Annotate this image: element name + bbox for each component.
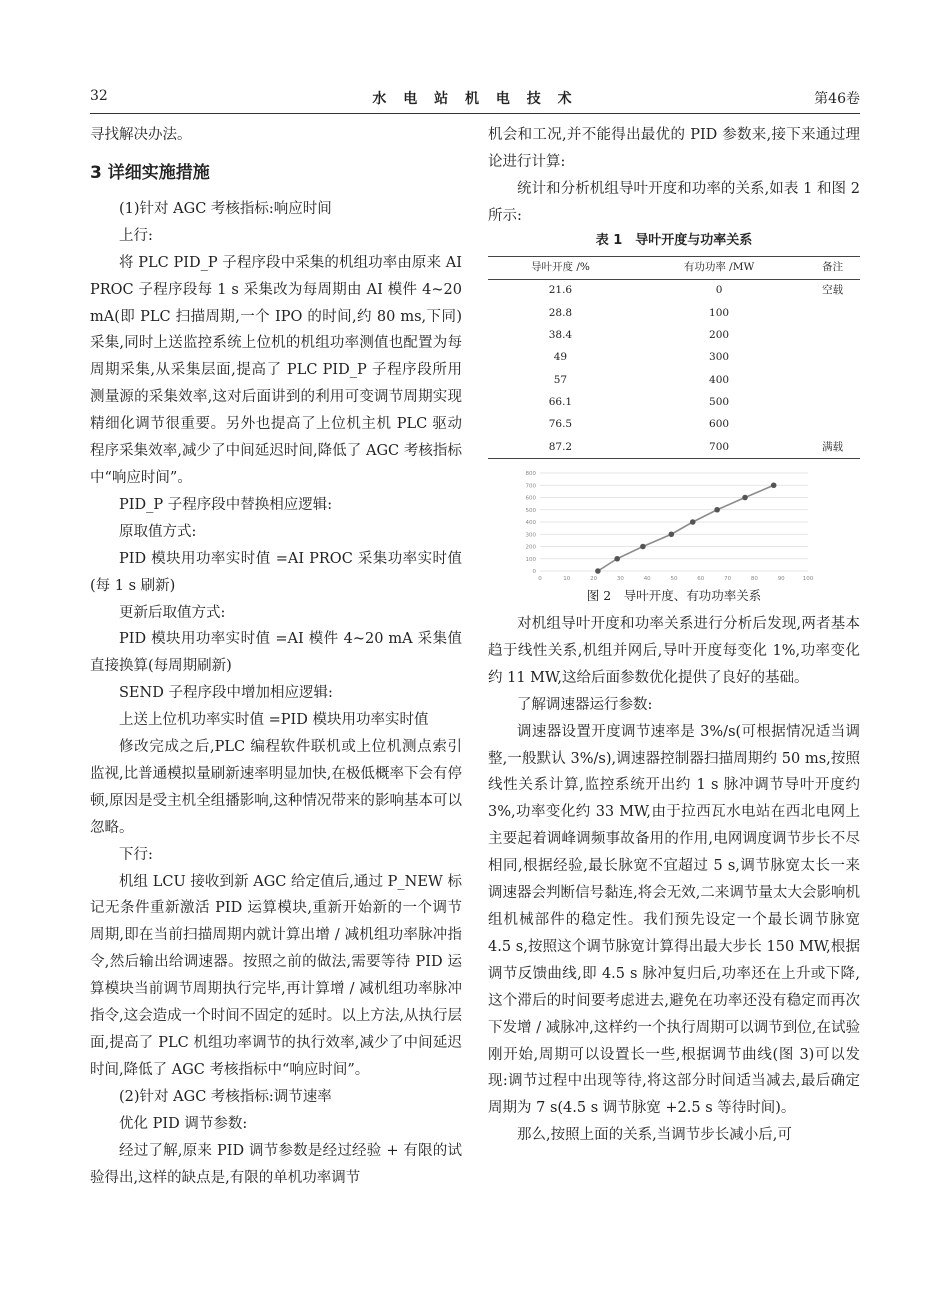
paragraph: 原取值方式: — [119, 523, 197, 540]
figure-caption: 图 2 导叶开度、有功功率关系 — [586, 588, 762, 603]
paragraph: 修改完成之后,PLC 编程软件联机或上位机测点索引监视,比普通模拟量刷新速率明显加快,在极低概率下会有停顿,原因是受主机全组播影响,这种情况带来的影响基本可以忽略。 — [90, 739, 462, 836]
chart-y-tick-label: 200 — [525, 544, 536, 551]
chart-y-tick-label: 600 — [525, 495, 536, 502]
chart-y-tick-label: 300 — [525, 532, 536, 539]
chart-y-tick-label: 100 — [525, 556, 536, 563]
paragraph: PID_P 子程序段中替换相应逻辑: — [119, 496, 333, 513]
data-table — [488, 256, 860, 459]
table-cell: 满载 — [805, 436, 860, 459]
chart-y-tick-label: 400 — [525, 520, 536, 526]
table-cell: 38.4 — [548, 329, 573, 342]
page-number: 32 — [90, 88, 108, 104]
table-cell: 空载 — [822, 284, 844, 297]
table-row — [488, 413, 860, 435]
table-header-row — [488, 256, 860, 279]
table-caption: 表 1 导叶开度与功率关系 — [595, 232, 753, 248]
table-cell: 500 — [709, 395, 730, 408]
table-cell — [805, 391, 860, 413]
chart-y-tick-label: 500 — [525, 507, 536, 514]
chart-x-tick-label: 20 — [590, 576, 598, 582]
chart-data-point — [640, 544, 646, 550]
paragraph: (1)针对 AGC 考核指标:响应时间 — [119, 200, 332, 217]
table-cell — [805, 302, 860, 324]
chart-y-tick-label: 800 — [525, 471, 536, 477]
chart-data-point — [771, 482, 777, 488]
paragraph: 调速器设置开度调节速率是 3%/s(可根据情况适当调整,一般默认 3%/s),调速器控制器扫描周期约 50 ms,按照线性关系计算,监控系统开出约 1 s 脉冲调节导叶开度约 3%,功率变化约 33 MW,由于拉西瓦水电站在西北电网上主要起着调峰调频事故备用的作用,电网调度调节步长不尽相同,根据经验,最长脉宽不宜超过 5 s,调节脉宽太长一来调速器会判断信号黏连,将会无效,二来调节量太大会影响机组机械部件的稳定性。我们预先设定一个最长调节脉宽 4.5 s,按照这个调节脉宽计算得出最大步长 150 MW,根据调节反馈曲线,即 4.5 s 脉冲复归后,功率还在上升或下降,这个滞后的时间要考虑进去,避免在功率还没有稳定而再次下发增 / 减脉冲,这样约一个执行周期可以调节到位,在试验刚开始,周期可以设置长一些,根据调节曲线(图 3)可以发现:调节过程中出现等待,将这部分时间适当减去,最后确定周期为 7 s(4.5 s 调节脉宽 +2.5 s 等待时间)。 — [488, 723, 860, 1117]
running-header — [90, 88, 860, 112]
table-cell — [805, 369, 860, 391]
paragraph: PID 模块用功率实时值 =AI PROC 采集功率实时值(每 1 s 刷新) — [90, 550, 462, 594]
left-column — [90, 122, 462, 1191]
table-row — [488, 302, 860, 324]
paragraph: 对机组导叶开度和功率关系进行分析后发现,两者基本趋于线性关系,机组并网后,导叶开度每变化 1%,功率变化约 11 MW,这给后面参数优化提供了良好的基础。 — [488, 616, 860, 686]
paragraph: SEND 子程序段中增加相应逻辑: — [119, 685, 333, 702]
chart-x-tick-label: 10 — [563, 576, 571, 582]
chart-x-tick-label: 40 — [643, 576, 651, 582]
paragraph: 上行: — [119, 227, 153, 244]
paragraph: 机会和工况,并不能得出最优的 PID 参数来,接下来通过理论进行计算: — [488, 127, 860, 170]
table-cell: 76.5 — [548, 418, 573, 431]
table-cell: 600 — [709, 418, 730, 431]
table-cell: 66.1 — [548, 395, 573, 408]
column-header: 备注 — [805, 256, 860, 279]
paragraph: 寻找解决办法。 — [90, 127, 192, 143]
opening-power-chart — [518, 467, 818, 585]
paragraph: 了解调速器运行参数: — [517, 696, 653, 713]
paragraph: PID 模块用功率实时值 =AI 模件 4~20 mA 采集值直接换算(每周期刷新) — [90, 631, 462, 675]
paragraph: (2)针对 AGC 考核指标:调节速率 — [119, 1088, 332, 1105]
chart-x-tick-label: 30 — [616, 576, 624, 582]
paragraph: 那么,按照上面的关系,当调节步长减小后,可 — [517, 1127, 792, 1144]
paragraph: 更新后取值方式: — [119, 604, 226, 621]
chart-x-tick-label: 100 — [802, 576, 814, 582]
chart-x-tick-label: 50 — [670, 576, 678, 582]
table-cell: 100 — [709, 306, 730, 319]
paragraph: 下行: — [119, 846, 153, 863]
table-row — [488, 369, 860, 391]
table-cell: 21.6 — [548, 284, 573, 297]
table-cell: 200 — [709, 329, 730, 342]
paragraph: 将 PLC PID_P 子程序段中采集的机组功率由原来 AI PROC 子程序段每 1 s 采集改为每周期由 AI 模件 4~20 mA(即 PLC 扫描周期,一个 IPO 的时间,约 80 ms,下同)采集,同时上送监控系统上位机的机组功率测值也配置为每周期采集,从采集层面,提高了 PLC PID_P 子程序段所用测量源的采集效率,这对后面讲到的利用可变调节周期实现精细化调节很重要。另外也提高了上位机主机 PLC 驱动程序采集效率,减少了中间延迟时间,降低了 AGC 考核指标中“响应时间”。 — [90, 254, 462, 486]
volume-label: 第46卷 — [814, 91, 860, 107]
chart-x-tick-label: 70 — [724, 576, 732, 582]
table-row — [488, 324, 860, 346]
chart-y-tick-label: 700 — [525, 483, 536, 490]
paragraph: 优化 PID 调节参数: — [119, 1115, 248, 1132]
table-row — [488, 279, 860, 302]
table-cell — [805, 413, 860, 435]
column-header: 有功功率 /MW — [633, 256, 805, 279]
table-cell: 400 — [709, 373, 730, 386]
table-cell: 49 — [553, 351, 568, 364]
table-row — [488, 391, 860, 413]
table-cell: 300 — [709, 351, 730, 364]
chart-data-point — [742, 495, 748, 501]
chart-y-tick-label: 0 — [532, 569, 536, 575]
column-header: 导叶开度 /% — [488, 256, 633, 279]
chart-data-point — [714, 507, 720, 513]
table-cell — [805, 347, 860, 369]
header-rule — [90, 113, 860, 114]
chart-x-tick-label: 60 — [697, 576, 705, 582]
chart-x-tick-label: 0 — [538, 576, 542, 582]
paragraph: 机组 LCU 接收到新 AGC 给定值后,通过 P_NEW 标记无条件重新激活 PID 运算模块,重新开始新的一个调节周期,即在当前扫描周期内就计算出增 / 减机组功率脉冲指令,然后输出给调速器。按照之前的做法,需要等待 PID 运算模块当前调节周期执行完毕,再计算增 / 减机组功率脉冲指令,这会造成一个时间不固定的延时。以上方法,从执行层面,提高了 PLC 机组功率调节的执行效率,减少了中间延迟时间,降低了 AGC 考核指标中“响应时间”。 — [90, 873, 462, 1078]
table-cell: 28.8 — [548, 306, 573, 319]
table-cell — [805, 324, 860, 346]
chart-data-point — [595, 568, 601, 574]
table-cell: 700 — [633, 436, 805, 459]
chart-data-point — [614, 556, 620, 562]
table-cell: 57 — [553, 373, 568, 386]
chart-x-tick-label: 80 — [750, 576, 758, 582]
section-heading: 3 详细实施措施 — [90, 162, 210, 183]
paragraph: 经过了解,原来 PID 调节参数是经过经验 + 有限的试验得出,这样的缺点是,有限的单机功率调节 — [90, 1142, 462, 1186]
chart-data-point — [690, 519, 696, 525]
journal-title: 水 电 站 机 电 技 术 — [372, 91, 578, 107]
chart-x-tick-label: 90 — [777, 576, 785, 582]
paragraph: 统计和分析机组导叶开度和功率的关系,如表 1 和图 2 所示: — [488, 180, 860, 224]
table-cell: 87.2 — [488, 436, 633, 459]
table-cell: 0 — [715, 284, 723, 297]
paragraph: 上送上位机功率实时值 =PID 模块用功率实时值 — [119, 712, 429, 729]
chart-data-point — [669, 531, 675, 537]
table-row — [488, 436, 860, 459]
right-column — [488, 122, 860, 1149]
table-row — [488, 347, 860, 369]
